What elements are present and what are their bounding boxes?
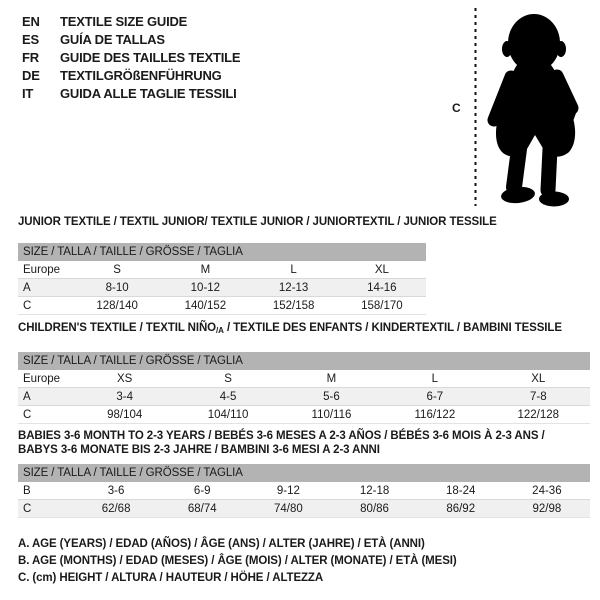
row-label: Europe xyxy=(23,263,61,276)
size-cell: 8-10 xyxy=(105,281,129,294)
size-cell: XS xyxy=(117,372,133,385)
language-row xyxy=(22,30,240,48)
row-label: C xyxy=(23,408,32,421)
size-header-bar: SIZE / TALLA / TAILLE / GRÖSSE / TAGLIA xyxy=(18,464,590,482)
language-code: DE xyxy=(22,67,40,83)
size-cell: 104/110 xyxy=(207,408,249,421)
size-cell: 6-9 xyxy=(193,484,211,497)
size-header-bar: SIZE / TALLA / TAILLE / GRÖSSE / TAGLIA xyxy=(18,352,590,370)
table-row xyxy=(18,406,590,424)
language-code: ES xyxy=(22,31,39,47)
size-cell: 86/92 xyxy=(446,502,476,515)
size-cell: XL xyxy=(531,372,546,385)
size-cell: 122/128 xyxy=(517,408,560,421)
language-row xyxy=(22,48,240,66)
row-label: Europe xyxy=(23,372,61,385)
size-cell: 4-5 xyxy=(219,390,237,403)
junior-size-table xyxy=(18,243,426,315)
language-list xyxy=(22,12,240,102)
size-cell: 6-7 xyxy=(426,390,444,403)
size-cell: 116/122 xyxy=(414,408,456,421)
row-label: C xyxy=(23,299,32,312)
size-cell: 110/116 xyxy=(311,408,352,421)
size-cell: XL xyxy=(374,263,389,276)
table-title-line xyxy=(18,321,590,338)
row-label: C xyxy=(23,502,32,515)
table-title-text: / TEXTILE DES ENFANTS / KINDERTEXTIL / BAMBINI TESSILE xyxy=(223,322,562,334)
size-cell: S xyxy=(113,263,121,276)
size-cell: 80/86 xyxy=(360,502,389,515)
size-cell: 14-16 xyxy=(367,281,397,294)
language-label: GUIDA ALLE TAGLIE TESSILI xyxy=(60,85,237,101)
size-cell: 18-24 xyxy=(445,484,476,497)
size-cell: M xyxy=(200,263,211,276)
table-row xyxy=(18,279,426,297)
language-row xyxy=(22,84,240,102)
table-title-text: CHILDREN'S TEXTILE / TEXTIL NIÑO xyxy=(18,322,217,334)
size-figure xyxy=(450,5,598,213)
size-header-bar: SIZE / TALLA / TAILLE / GRÖSSE / TAGLIA xyxy=(18,243,426,261)
size-cell: 140/152 xyxy=(184,299,227,312)
size-cell: 92/98 xyxy=(532,502,562,515)
junior-table-title xyxy=(18,215,497,229)
size-cell: 152/158 xyxy=(272,299,315,312)
table-title-text: JUNIOR TEXTILE / TEXTIL JUNIOR/ TEXTILE JUNIOR / JUNIORTEXTIL / JUNIOR TESSILE xyxy=(18,216,497,228)
size-cell: 3-6 xyxy=(107,484,125,497)
footnote-line: A. AGE (YEARS) / EDAD (AÑOS) / ÂGE (ANS) / ALTER (JAHRE) / ETÀ (ANNI) xyxy=(18,538,425,550)
table-row xyxy=(18,388,590,406)
language-row xyxy=(22,12,240,30)
language-row xyxy=(22,66,240,84)
junior-size-section xyxy=(18,215,497,315)
language-code: FR xyxy=(22,49,39,65)
size-cell: L xyxy=(431,372,439,385)
table-row xyxy=(18,370,590,388)
language-label: TEXTILGRÖßENFÜHRUNG xyxy=(60,67,222,83)
row-label: A xyxy=(23,281,31,294)
size-cell: 158/170 xyxy=(361,299,403,312)
size-cell: 9-12 xyxy=(276,484,300,497)
toddler-silhouette-image xyxy=(450,5,598,213)
footnotes xyxy=(18,536,457,587)
language-label: GUÍA DE TALLAS xyxy=(60,31,165,47)
babies-size-section xyxy=(18,429,590,518)
children-size-table xyxy=(18,352,590,424)
size-cell: S xyxy=(224,372,232,385)
toddler-silhouette xyxy=(494,14,575,207)
children-table-title xyxy=(18,321,590,338)
language-label: TEXTILE SIZE GUIDE xyxy=(60,13,188,29)
language-code: IT xyxy=(22,85,34,101)
size-cell: 68/74 xyxy=(187,502,217,515)
size-cell: 3-4 xyxy=(116,390,133,403)
size-cell: 128/140 xyxy=(96,299,138,312)
size-cell: 7-8 xyxy=(529,390,547,403)
children-size-section xyxy=(18,321,590,424)
size-cell: 74/80 xyxy=(274,502,303,515)
height-marker-label: C xyxy=(452,101,461,115)
size-cell: 5-6 xyxy=(323,390,340,403)
babies-table-title xyxy=(18,429,590,457)
row-label: B xyxy=(23,484,31,497)
size-cell: 24-36 xyxy=(532,484,562,497)
size-cell: 98/104 xyxy=(107,408,143,421)
table-row xyxy=(18,482,590,500)
size-cell: 12-13 xyxy=(278,281,309,294)
size-cell: L xyxy=(290,263,297,276)
footnote-line: C. (cm) HEIGHT / ALTURA / HAUTEUR / HÖHE / ALTEZZA xyxy=(18,572,324,584)
table-title-line xyxy=(18,429,590,443)
row-label: A xyxy=(23,390,31,403)
table-row xyxy=(18,261,426,279)
size-cell: 12-18 xyxy=(359,484,390,497)
babies-size-table xyxy=(18,464,590,518)
size-cell: 10-12 xyxy=(190,281,221,294)
table-row xyxy=(18,297,426,315)
table-title-text: BABIES 3-6 MONTH TO 2-3 YEARS / BEBÉS 3-6 MESES A 2-3 AÑOS / BÉBÉS 3-6 MOIS À 2-3 ANS / xyxy=(18,430,545,442)
footnote-line: B. AGE (MONTHS) / EDAD (MESES) / ÂGE (MOIS) / ALTER (MONATE) / ETÀ (MESI) xyxy=(18,555,457,567)
language-code: EN xyxy=(22,13,40,29)
table-title-text: BABYS 3-6 MONATE BIS 2-3 JAHRE / BAMBINI 3-6 MESI A 2-3 ANNI xyxy=(18,444,380,456)
table-title-line xyxy=(18,443,590,457)
table-title-text: /A xyxy=(216,326,224,335)
table-row xyxy=(18,500,590,518)
size-cell: M xyxy=(326,372,337,385)
size-cell: 62/68 xyxy=(101,502,131,515)
language-label: GUIDE DES TAILLES TEXTILE xyxy=(60,49,241,65)
table-title-line xyxy=(18,215,497,229)
